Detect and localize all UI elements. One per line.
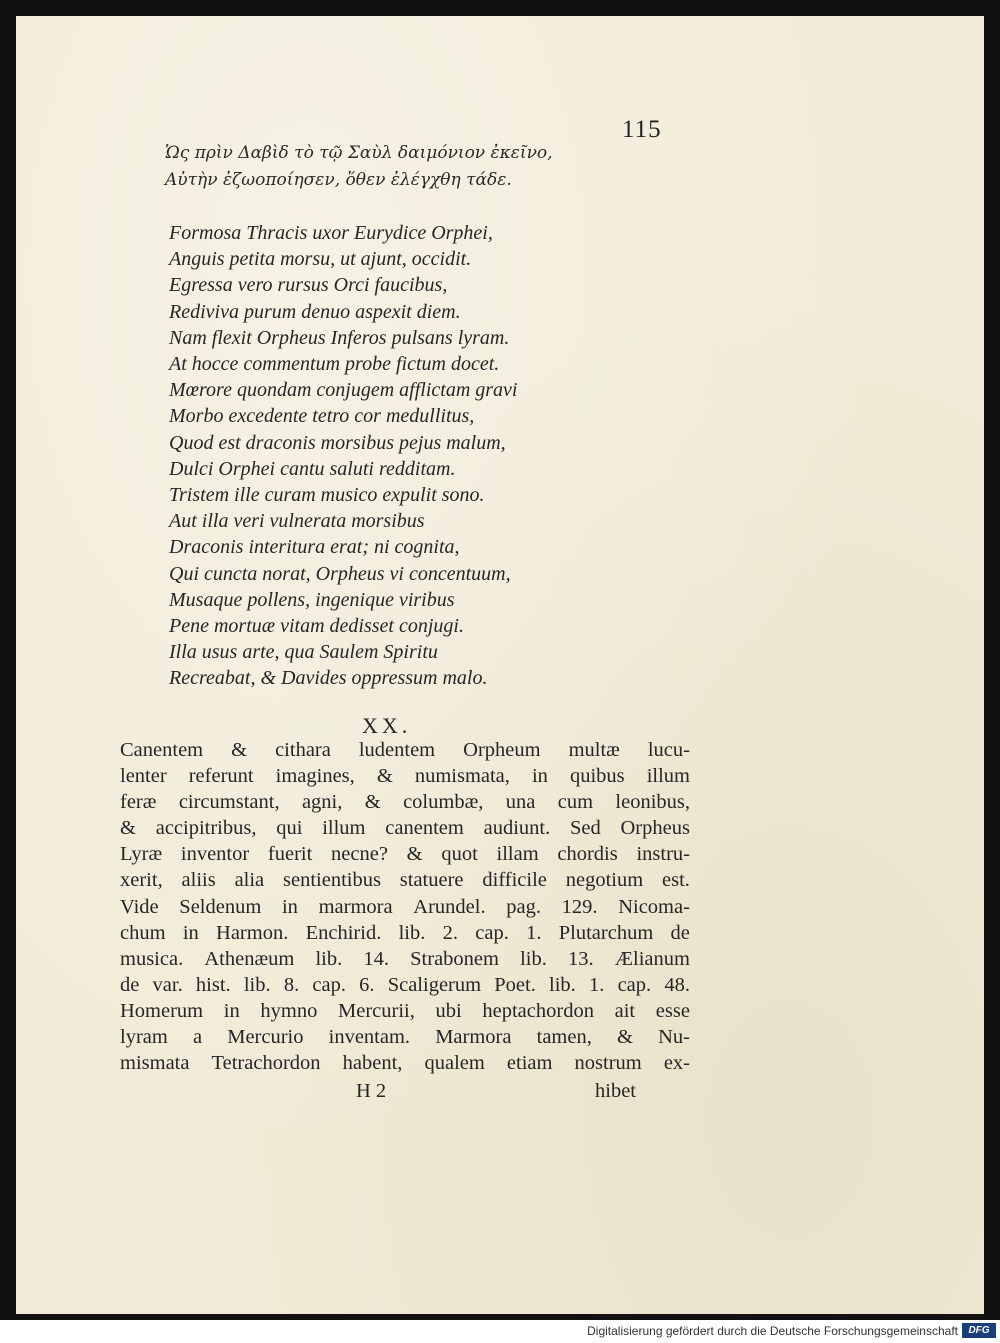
prose-word: &: [406, 843, 423, 866]
poem-line: Qui cuncta norat, Orpheus vi concentuum,: [169, 562, 511, 585]
prose-word: hist.: [195, 973, 231, 996]
prose-word: 48.: [664, 973, 690, 996]
prose-word: illam: [496, 843, 539, 866]
prose-word: habent,: [342, 1052, 403, 1075]
prose-word: musica.: [120, 947, 184, 970]
prose-word: lib.: [243, 973, 271, 996]
prose-word: etiam: [506, 1052, 553, 1075]
prose-word: Sed: [569, 817, 601, 840]
prose-word: Marmora: [435, 1026, 512, 1049]
signature-mark: H 2: [356, 1080, 387, 1102]
prose-word: Homerum: [120, 999, 204, 1022]
catchword: hibet: [595, 1080, 636, 1102]
prose-word: statuere: [399, 869, 464, 892]
greek-verse: [165, 140, 685, 194]
prose-word: lenter: [120, 765, 167, 788]
prose-word: Poet.: [494, 973, 536, 996]
poem-line: Morbo excedente tetro cor medullitus,: [169, 405, 475, 428]
prose-word: cum: [557, 791, 594, 814]
prose-word: in: [223, 999, 240, 1022]
prose-word: qui: [276, 817, 303, 840]
latin-poem: [169, 220, 599, 692]
prose-word: chum: [120, 921, 166, 944]
prose-word: Arundel.: [413, 895, 486, 918]
poem-line: Rediviva purum denuo aspexit diem.: [169, 300, 461, 323]
prose-word: &: [231, 739, 248, 761]
prose-word: difficile: [482, 869, 547, 892]
prose-word: a: [192, 1026, 203, 1049]
prose-word: in: [281, 895, 298, 918]
prose-word: inventor: [180, 843, 250, 866]
prose-word: nostrum: [574, 1052, 642, 1075]
prose-word: in: [182, 921, 199, 944]
prose-word: fuerit: [267, 843, 313, 866]
prose-word: Orpheus: [620, 817, 690, 840]
prose-word: &: [376, 765, 393, 788]
prose-word: aliis: [181, 869, 216, 892]
prose-line: [120, 737, 690, 763]
prose-word: lib.: [520, 947, 547, 970]
prose-word: Orpheum: [463, 739, 541, 761]
prose-word: Lyræ: [120, 843, 163, 866]
prose-word: xerit,: [120, 869, 163, 892]
prose-line: [120, 1024, 690, 1050]
poem-line: Draconis interitura erat; ni cognita,: [169, 536, 460, 559]
prose-word: inventam.: [328, 1026, 411, 1049]
prose-word: sentientibus: [283, 869, 381, 892]
prose-word: leonibus,: [615, 791, 690, 814]
prose-word: cap.: [617, 973, 652, 996]
prose-line: [120, 763, 690, 789]
prose-word: 13.: [568, 947, 594, 970]
prose-word: ludentem: [358, 739, 436, 761]
poem-line: Nam flexit Orpheus Inferos pulsans lyram.: [169, 326, 510, 349]
prose-word: de: [120, 973, 140, 996]
digitization-credit-bar: [0, 1320, 1000, 1343]
prose-word: in: [531, 765, 548, 788]
prose-word: columbæ,: [403, 791, 484, 814]
prose-word: imagines,: [275, 765, 355, 788]
prose-word: Enchirid.: [305, 921, 382, 944]
prose-word: 14.: [363, 947, 389, 970]
greek-line: Ὡς πρὶν Δαβὶδ τὸ τῷ Σαὺλ δαιμόνιον ἐκεῖνο,: [165, 143, 553, 163]
prose-word: quot: [441, 843, 478, 866]
prose-word: Nu-: [658, 1026, 690, 1049]
poem-line: Tristem ille curam musico expulit sono.: [169, 484, 485, 507]
poem-line: Anguis petita morsu, ut ajunt, occidit.: [169, 248, 472, 271]
prose-line: [120, 998, 690, 1024]
prose-line: [120, 920, 690, 946]
prose-word: Mercurii,: [338, 999, 415, 1022]
prose-word: hymno: [260, 999, 318, 1022]
prose-word: cap.: [475, 921, 509, 944]
poem-line: Quod est draconis morsibus pejus malum,: [169, 431, 506, 454]
prose-word: agni,: [301, 791, 343, 814]
poem-line: Mœrore quondam conjugem afflictam gravi: [169, 379, 518, 402]
prose-word: lib.: [315, 947, 343, 970]
prose-word: &: [364, 791, 381, 814]
prose-word: instru-: [636, 843, 690, 866]
prose-word: Canentem: [120, 739, 204, 761]
prose-word: ait: [614, 999, 636, 1022]
prose-word: una: [505, 791, 536, 814]
prose-word: quibus: [569, 765, 625, 788]
prose-line: [120, 841, 690, 867]
poem-line: Recreabat, & Davides oppressum malo.: [169, 667, 488, 690]
prose-word: referunt: [188, 765, 254, 788]
poem-line: Formosa Thracis uxor Eurydice Orphei,: [169, 222, 493, 244]
prose-word: 1.: [526, 921, 542, 944]
prose-word: esse: [655, 999, 690, 1022]
page-number: 115: [622, 116, 662, 143]
prose-word: alia: [234, 869, 265, 892]
prose-line: [120, 946, 690, 972]
prose-word: chordis: [557, 843, 618, 866]
prose-word: 8.: [283, 973, 300, 996]
prose-line: [120, 1050, 690, 1076]
digitization-credit: Digitalisierung gefördert durch die Deutsche Forschungsgemeinschaft: [587, 1324, 958, 1338]
poem-line: Egressa vero rursus Orci faucibus,: [169, 274, 448, 297]
prose-word: Tetrachordon: [211, 1052, 321, 1075]
prose-word: accipitribus,: [155, 817, 257, 840]
prose-word: circumstant,: [178, 791, 280, 814]
prose-line: [120, 972, 690, 998]
prose-word: lib.: [398, 921, 426, 944]
prose-word: illum: [646, 765, 690, 788]
prose-word: &: [616, 1026, 633, 1049]
prose-line: [120, 789, 690, 815]
prose-word: Nicoma-: [618, 895, 690, 918]
dfg-logo: DFG: [962, 1323, 996, 1338]
prose-word: negotium: [565, 869, 644, 892]
prose-word: 6.: [359, 973, 375, 996]
prose-word: canentem: [385, 817, 464, 840]
prose-word: Scaligerum: [387, 973, 482, 996]
prose-word: feræ: [120, 791, 157, 814]
prose-word: mismata: [120, 1052, 190, 1075]
poem-line: Aut illa veri vulnerata morsibus: [169, 510, 425, 533]
prose-word: cap.: [312, 973, 346, 996]
prose-word: 2.: [442, 921, 459, 944]
prose-paragraph: [120, 737, 690, 1076]
prose-word: pag.: [506, 895, 541, 918]
prose-word: var.: [152, 973, 183, 996]
prose-word: heptachordon: [482, 999, 594, 1022]
prose-line: [120, 867, 690, 893]
prose-word: qualem: [424, 1052, 485, 1075]
prose-word: de: [670, 921, 690, 944]
page-footer: [120, 1080, 690, 1106]
prose-word: necne?: [331, 843, 388, 866]
greek-line: Αὐτὴν ἐζωοποίησεν, ὅθεν ἐλέγχθη τάδε.: [165, 170, 512, 190]
prose-line: [120, 894, 690, 920]
prose-word: cithara: [275, 739, 331, 761]
section-heading: XX.: [362, 713, 412, 738]
prose-word: audiunt.: [483, 817, 551, 840]
prose-word: Strabonem: [410, 947, 499, 970]
prose-word: ex-: [663, 1052, 690, 1075]
prose-word: marmora: [318, 895, 393, 918]
prose-word: tamen,: [536, 1026, 592, 1049]
poem-line: Musaque pollens, ingenique viribus: [169, 588, 455, 611]
prose-word: Seldenum: [179, 895, 262, 918]
prose-word: &: [120, 817, 136, 840]
prose-word: Plutarchum: [558, 921, 654, 944]
prose-word: lucu-: [647, 739, 690, 761]
prose-word: Vide: [120, 895, 159, 918]
prose-word: 1.: [589, 973, 605, 996]
prose-word: multæ: [568, 739, 620, 761]
prose-word: illum: [322, 817, 366, 840]
prose-word: Mercurio: [227, 1026, 304, 1049]
prose-word: Harmon.: [216, 921, 289, 944]
prose-word: lib.: [549, 973, 576, 996]
prose-word: est.: [662, 869, 690, 892]
poem-line: Pene mortuæ vitam dedisset conjugi.: [169, 615, 464, 638]
prose-word: ubi: [435, 999, 462, 1022]
prose-line: [120, 815, 690, 841]
prose-word: numismata,: [414, 765, 510, 788]
poem-line: At hocce commentum probe fictum docet.: [169, 353, 500, 376]
prose-word: Ælianum: [614, 947, 690, 970]
prose-word: Athenæum: [204, 947, 295, 970]
prose-word: lyram: [120, 1026, 168, 1049]
poem-line: Illa usus arte, qua Saulem Spiritu: [169, 641, 438, 664]
poem-line: Dulci Orphei cantu saluti redditam.: [169, 457, 456, 480]
prose-word: 129.: [561, 895, 598, 918]
